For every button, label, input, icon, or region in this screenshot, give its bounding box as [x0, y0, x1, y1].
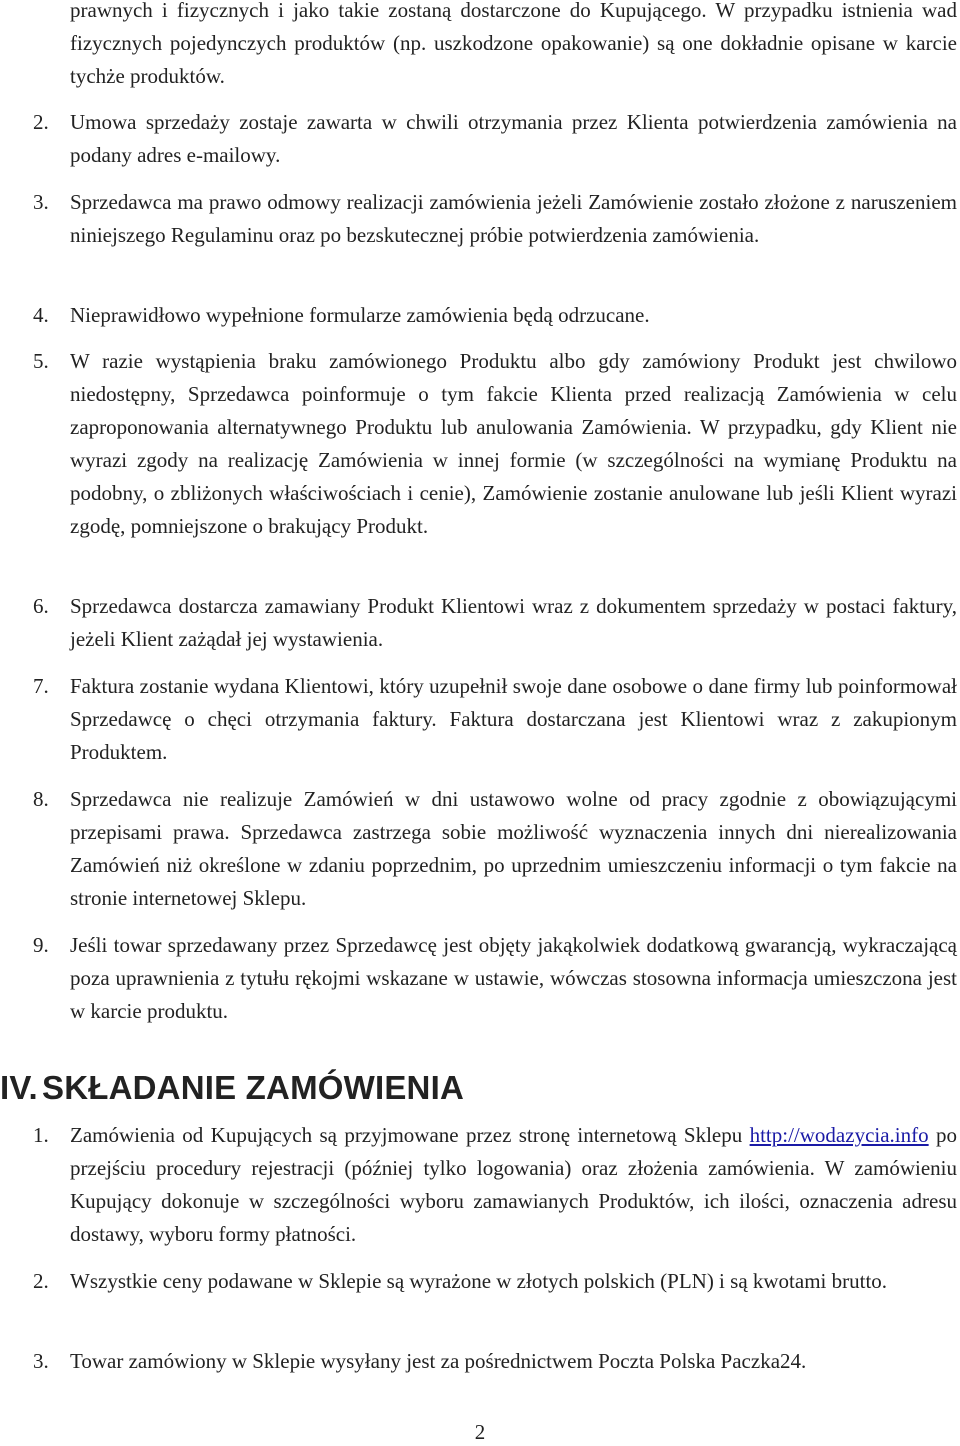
item-text: Towar zamówiony w Sklepie wysyłany jest za pośrednictwem Poczta Polska Paczka24.: [70, 1349, 807, 1373]
item-text: Sprzedawca dostarcza zamawiany Produkt Klientowi wraz z dokumentem sprzedaży w postaci faktury, jeżeli Klient zażądał jej wystawienia.: [70, 594, 957, 651]
item-text: Nieprawidłowo wypełnione formularze zamówienia będą odrzucane.: [70, 303, 650, 327]
item-number: 3.: [33, 1349, 49, 1373]
item-number: 3.: [33, 190, 49, 214]
item-text: Faktura zostanie wydana Klientowi, który uzupełnił swoje dane osobowe o dane firmy lub poinformował Sprzedawcę o chęci otrzymania faktury. Faktura dostarczana jest Klientowi wraz z zakupionym Produktem.: [70, 674, 957, 764]
item-number: 8.: [33, 787, 49, 811]
item-number: 7.: [33, 674, 49, 698]
item-number: 2.: [33, 110, 49, 134]
item-text: Jeśli towar sprzedawany przez Sprzedawcę jest objęty jakąkolwiek dodatkową gwarancją, wykraczającą poza uprawnienia z tytułu rękojmi wskazane w ustawie, wówczas stosowna informacja umieszczona jest w karcie produktu.: [70, 933, 957, 1023]
page-number: 2: [474, 1420, 486, 1444]
section-heading: [0, 1066, 464, 1110]
item-number: 5.: [33, 349, 49, 373]
item-number: 6.: [33, 594, 49, 618]
item-number: 4.: [33, 303, 49, 327]
item-text: Wszystkie ceny podawane w Sklepie są wyrażone w złotych polskich (PLN) i są kwotami brutto.: [70, 1269, 888, 1293]
item-text: Sprzedawca nie realizuje Zamówień w dni ustawowo wolne od pracy zgodnie z obowiązującymi przepisami prawa. Sprzedawca zastrzega sobie możliwość wyznaczenia innych dni nierealizowania Zamówień niż określone w zdaniu poprzednim, po uprzednim umieszczeniu informacji o tym fakcie na stronie internetowej Sklepu.: [70, 787, 957, 910]
section-title: SKŁADANIE ZAMÓWIENIA: [42, 1069, 464, 1106]
item-text: Umowa sprzedaży zostaje zawarta w chwili otrzymania przez Klienta potwierdzenia zamówienia na podany adres e-mailowy.: [70, 110, 957, 167]
item-number: 2.: [33, 1269, 49, 1293]
item-number: 9.: [33, 933, 49, 957]
item-number: 1.: [33, 1123, 49, 1147]
item-text-after-link: po przejściu procedury rejestracji (później tylko logowania) oraz złożenia zamówienia. W zamówieniu Kupujący dokonuje w szczególności wyboru zamawianych Produktów, ich ilości, oznaczenia adresu dostawy, wyboru formy płatności.: [70, 1123, 957, 1246]
item-text-before-link: Zamówienia od Kupujących są przyjmowane przez stronę internetową Sklepu: [70, 1123, 750, 1147]
item-text: [70, 1119, 957, 1251]
shop-website-link[interactable]: http://wodazycia.info: [749, 1123, 929, 1147]
intro-paragraph: prawnych i fizycznych i jako takie zostaną dostarczone do Kupującego. W przypadku istnienia wad fizycznych pojedynczych produktów (np. uszkodzone opakowanie) są one dokładnie opisane w karcie tychże produktów.: [70, 0, 957, 88]
item-text: Sprzedawca ma prawo odmowy realizacji zamówienia jeżeli Zamówienie zostało złożone z naruszeniem niniejszego Regulaminu oraz po bezskutecznej próbie potwierdzenia zamówienia.: [70, 190, 957, 247]
section-number: IV.: [0, 1069, 38, 1106]
item-text: W razie wystąpienia braku zamówionego Produktu albo gdy zamówiony Produkt jest chwilowo niedostępny, Sprzedawca poinformuje o tym fakcie Klienta przed realizacją Zamówienia w celu zaproponowania alternatywnego Produktu lub anulowania Zamówienia. W przypadku, gdy Klient nie wyrazi zgody na realizację Zamówienia w innej formie (w szczególności na wymianę Produktu na podobny, o zbliżonych właściwościach i cenie), Zamówienie zostanie anulowane lub jeśli Klient wyrazi zgodę, pomniejszone o brakujący Produkt.: [70, 349, 957, 538]
